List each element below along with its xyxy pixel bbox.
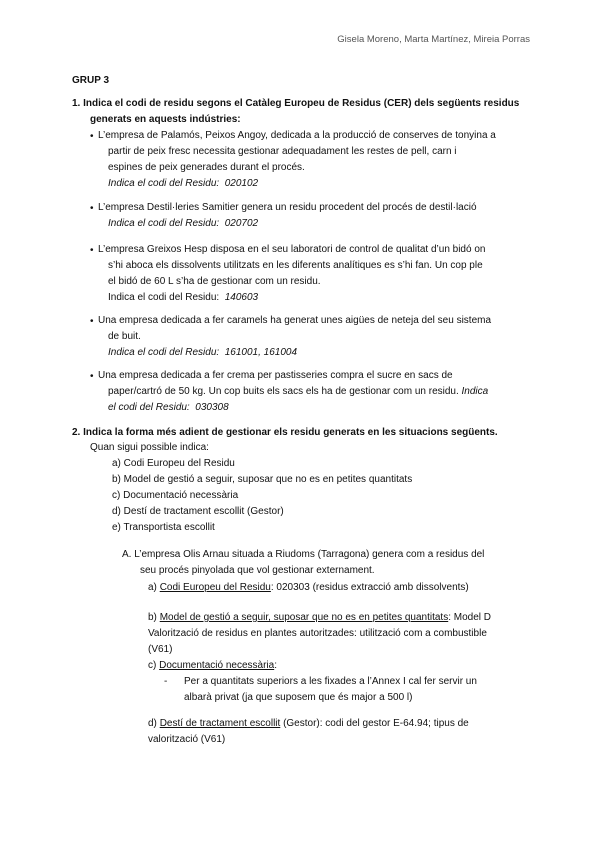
- case-a-answer-c-sub-2: albarà privat (ja que suposem que és major a 500 l): [184, 692, 413, 703]
- q1-item-1-code: [108, 176, 258, 192]
- q2-list-item: a) Codi Europeu del Residu: [112, 458, 235, 469]
- bullet-icon: •: [90, 371, 94, 382]
- bullet-icon: •: [90, 245, 94, 256]
- q1-item-5-line-2: paper/cartró de 50 kg. Un cop buits els sacs els ha de gestionar com un residu. Indica: [108, 386, 489, 397]
- case-a-answer-a: a) Codi Europeu del Residu: 020303 (residus extracció amb dissolvents): [148, 582, 469, 593]
- code-label: el codi del Residu:: [108, 402, 190, 413]
- case-a-answer-d: d) Destí de tractament escollit (Gestor): codi del gestor E-64.94; tipus de: [148, 718, 469, 729]
- code-label: Indica: [461, 386, 489, 397]
- case-a-answer-c-sub-1: Per a quantitats superiors a les fixades a l’Annex I cal fer servir un: [184, 676, 477, 687]
- q1-item-3-line-3: el bidó de 60 L s’ha de gestionar com un residu.: [108, 276, 321, 287]
- q1-item-1-line-1: L’empresa de Palamós, Peixos Angoy, dedicada a la producció de conserves de tonyina a: [98, 130, 496, 141]
- q1-item-5-code: [108, 400, 229, 416]
- q1-item-4-line-1: Una empresa dedicada a fer caramels ha generat unes aigües de neteja del seu sistema: [98, 315, 492, 326]
- q1-item-4-line-2: de buit.: [108, 331, 141, 342]
- q2-title: 2. Indica la forma més adient de gestionar els residu generats en les situacions següents.: [72, 427, 498, 438]
- q1-item-2-line-1: L’empresa Destil·leries Samitier genera un residu procedent del procés de destil·lació: [98, 202, 477, 213]
- answer-label: Documentació necessària: [159, 660, 275, 671]
- q1-title-line-2: generats en aquests indústries:: [90, 114, 241, 125]
- q1-title-line-1: 1. Indica el codi de residu segons el Catàleg Europeu de Residus (CER) dels següents residus: [72, 98, 520, 109]
- code-value: 020102: [224, 178, 259, 189]
- case-a-line-2: seu procés pinyolada que vol gestionar externament.: [140, 565, 375, 576]
- dash-icon: -: [164, 676, 168, 687]
- code-label: Indica el codi del Residu:: [108, 292, 220, 303]
- bullet-icon: •: [90, 131, 94, 142]
- answer-label: Model de gestió a seguir, suposar que no es en petites quantitats: [159, 612, 449, 623]
- case-a-line-1: A. L’empresa Olis Arnau situada a Riudoms (Tarragona) genera com a residus del: [122, 549, 485, 560]
- q1-item-3-line-2: s’hi aboca els dissolvents utilitzats en les diferents analítiques es s’hi fan. Un cop ple: [108, 260, 483, 271]
- code-label: Indica el codi del Residu:: [108, 178, 220, 189]
- case-a-answer-c: c) Documentació necessària:: [148, 660, 277, 671]
- q1-item-5-line-1: Una empresa dedicada a fer crema per pastisseries compra el sucre en sacs de: [98, 370, 453, 381]
- q2-list-item: b) Model de gestió a seguir, suposar que no es en petites quantitats: [112, 474, 413, 485]
- case-a-answer-b-line-3: (V61): [148, 644, 173, 655]
- case-a-answer-b-line-2: Valorització de residus en plantes autoritzades: utilització com a combustible: [148, 628, 487, 639]
- q2-list-item: d) Destí de tractament escollit (Gestor): [112, 506, 284, 517]
- q2-list-item: c) Documentació necessària: [112, 490, 239, 501]
- code-label: Indica el codi del Residu:: [108, 347, 220, 358]
- code-value: 030308: [195, 402, 229, 413]
- q1-item-2-code: [108, 216, 258, 232]
- code-value: 140603: [224, 292, 259, 303]
- code-value: 161001, 161004: [224, 347, 298, 358]
- header-authors: Gisela Moreno, Marta Martínez, Mireia Porras: [337, 34, 530, 45]
- bullet-icon: •: [90, 203, 94, 214]
- q1-item-1-line-2: partir de peix fresc necessita gestionar adequadament les restes de pell, carn i: [108, 146, 457, 157]
- group-title: GRUP 3: [72, 75, 110, 86]
- bullet-icon: •: [90, 316, 94, 327]
- q1-item-4-code: [108, 345, 297, 361]
- q1-item-3-code: [108, 290, 258, 306]
- answer-label: Destí de tractament escollit: [159, 718, 281, 729]
- q1-item-3-line-1: L’empresa Greixos Hesp disposa en el seu laboratori de control de qualitat d’un bidó on: [98, 244, 486, 255]
- answer-label: Codi Europeu del Residu: [159, 582, 271, 593]
- code-label: Indica el codi del Residu:: [108, 218, 220, 229]
- q2-intro: Quan sigui possible indica:: [90, 442, 209, 453]
- code-value: 020702: [224, 218, 259, 229]
- case-a-answer-d-line-2: valorització (V61): [148, 734, 226, 745]
- q1-item-1-line-3: espines de peix generades durant el procés.: [108, 162, 305, 173]
- q2-list-item: e) Transportista escollit: [112, 522, 215, 533]
- case-a-answer-b: b) Model de gestió a seguir, suposar que no es en petites quantitats: Model D: [148, 612, 492, 623]
